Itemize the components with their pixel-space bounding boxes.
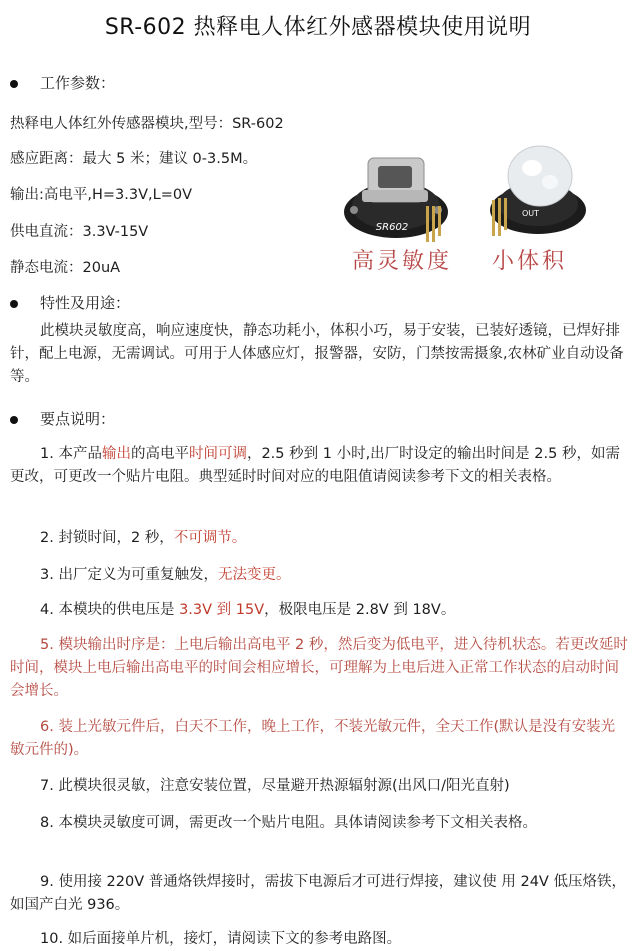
note-9: 9. 使用接 220V 普通烙铁焊接时，需拔下电源后才可进行焊接，建议使 用 24V 低压烙铁，如国产白光 936。 [10,874,626,913]
note-1 [10,443,628,489]
param-supply: 供电直流：3.3V-15V [10,224,149,240]
sensor-label: SR602 [375,222,409,233]
note-highlight: 3.3V 到 15V [179,602,265,618]
param-distance: 感应距离：最大 5 米；建议 0-3.5M。 [10,151,258,167]
note-5: 5. 模块输出时序是：上电后输出高电平 2 秒，然后变为低电平，进入待机状态。若更改延时时间，模块上电后输出高电平的时间会相应增长，可理解为上电后进入正常工作状态的启动时间会增长。 [10,637,628,699]
note-text: 2. 封锁时间，2 秒， [40,530,174,546]
page-title: SR-602 热释电人体红外感器模块使用说明 [104,15,532,40]
note-highlight: 无法变更。 [217,567,291,583]
section-label: 特性及用途： [40,294,131,312]
param-model: 热释电人体红外传感器模块,型号：SR-602 [10,116,284,132]
section-label: 工作参数： [40,74,116,92]
note-10: 10. 如后面接单片机，接灯，请阅读下文的参考电路图。 [40,931,402,947]
sensor-board-image [340,150,452,246]
note-text: 3. 出厂定义为可重复触发， [40,567,218,583]
note-2 [10,527,628,550]
param-static-current: 静态电流：20uA [10,260,121,276]
section-heading-features [10,292,130,313]
caption-small-size: 小体积 [492,249,568,274]
note-text: 1. 本产品 [40,446,102,462]
param-output: 输出:高电平,H=3.3V,L=0V [10,187,193,203]
sensor-lens-image [478,140,590,240]
note-highlight: 不可调节。 [173,530,247,546]
svg-text:OUT: OUT [522,209,540,218]
bullet-icon [10,300,18,308]
bullet-icon [10,416,18,424]
note-7: 7. 此模块很灵敏，注意安装位置，尽量避开热源辐射源(出风口/阳光直射) [40,778,510,794]
note-text: ，极限电压是 2.8V 到 18V。 [264,602,456,618]
features-paragraph: 此模块灵敏度高，响应速度快，静态功耗小，体积小巧，易于安装，已装好透镜，已焊好排针，配上电源，无需调试。可用于人体感应灯，报警器，安防，门禁按需摄象,农林矿业自动设备等。 [10,323,624,385]
section-heading-params [10,72,115,93]
caption-high-sensitivity: 高灵敏度 [352,249,453,274]
note-8: 8. 本模块灵敏度可调，需更改一个贴片电阻。具体请阅读参考下文相关表格。 [40,815,537,831]
note-highlight: 输出 [101,446,131,462]
note-text: ，2.5 秒到 1 小时,出厂时设定的输出时间是 2.5 秒，如需更改，可更改一个贴片电阻。典型延时时间对应的电阻值请阅读参考下文的相关表格。 [10,446,620,485]
section-label: 要点说明： [40,410,116,428]
bullet-icon [10,80,18,88]
note-text: 4. 本模块的供电压是 [40,602,180,618]
note-6: 6. 装上光敏元件后，白天不工作，晚上工作，不装光敏元件，全天工作(默认是没有安装光敏元件的)。 [10,719,616,758]
section-heading-notes [10,408,115,429]
note-text: 的高电平 [130,446,189,462]
note-3 [10,564,628,587]
note-highlight: 时间可调 [188,446,247,462]
note-4 [10,599,628,622]
